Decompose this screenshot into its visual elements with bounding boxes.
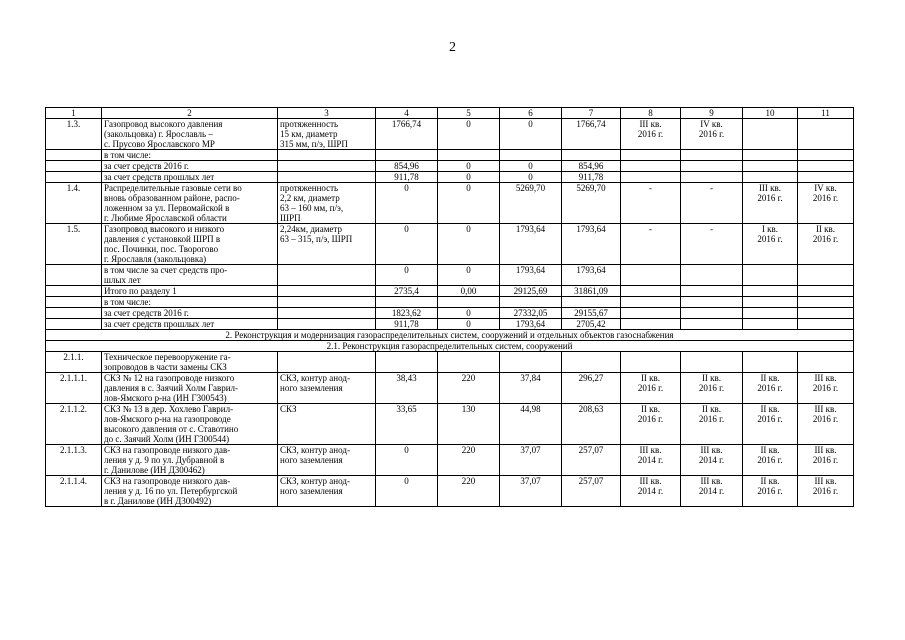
table-cell: 0 [438, 172, 500, 183]
header-cell: 1 [46, 108, 102, 119]
table-cell: 1.5. [46, 224, 102, 265]
table-cell [681, 150, 743, 161]
header-cell: 10 [743, 108, 798, 119]
table-cell: 2.1.1.2. [46, 404, 102, 445]
table-cell: 44,98 [500, 404, 562, 445]
table-cell: III кв. 2014 г. [621, 476, 681, 507]
table-cell: за счет средств 2016 г. [102, 308, 278, 319]
table-cell: 29155,67 [562, 308, 621, 319]
table-cell: 5269,70 [500, 183, 562, 224]
table-cell: СКЗ, контур анод- ного заземления [278, 476, 376, 507]
table-cell [438, 150, 500, 161]
table-cell: - [621, 224, 681, 265]
table-cell [46, 319, 102, 330]
table-cell: II кв. 2016 г. [681, 404, 743, 445]
table-row [46, 183, 854, 224]
table-cell [798, 308, 854, 319]
table-cell [621, 172, 681, 183]
table-cell: II кв. 2016 г. [743, 373, 798, 404]
table-cell: 1793,64 [500, 319, 562, 330]
table-cell [621, 265, 681, 286]
table-cell [621, 352, 681, 373]
table-cell [438, 297, 500, 308]
table-row [46, 404, 854, 445]
table-row [46, 265, 854, 286]
table-cell [681, 319, 743, 330]
table-cell: - [681, 224, 743, 265]
table-cell [681, 172, 743, 183]
table-cell [743, 119, 798, 150]
table-cell: 220 [438, 476, 500, 507]
table-cell: 37,84 [500, 373, 562, 404]
table-cell: 0 [376, 445, 438, 476]
table-cell: СКЗ, контур анод- ного заземления [278, 445, 376, 476]
table-cell: 0 [438, 308, 500, 319]
table-cell [743, 319, 798, 330]
table-cell [278, 150, 376, 161]
table-cell [798, 172, 854, 183]
table-cell [798, 119, 854, 150]
table-cell [438, 352, 500, 373]
table-cell: 0 [438, 224, 500, 265]
table-cell: СКЗ № 13 в дер. Хохлево Гаврил- лов-Ямского р-на на газопроводе высокого давления от с. Ставотино до с. Заячий Холм (ИН Г300544) [102, 404, 278, 445]
section-title: 2.1. Реконструкция газораспределительных систем, сооружений [46, 341, 854, 352]
table-cell: 854,96 [562, 161, 621, 172]
table-cell: 0 [438, 319, 500, 330]
table-cell: III кв. 2016 г. [798, 445, 854, 476]
table-cell: - [621, 183, 681, 224]
table-cell: за счет средств прошлых лет [102, 319, 278, 330]
table-cell [621, 286, 681, 297]
table-cell: Газопровод высокого и низкого давления с установкой ШРП в пос. Починки, пос. Творогово г. Ярославля (закольцовка) [102, 224, 278, 265]
table-cell: 854,96 [376, 161, 438, 172]
table-row [46, 224, 854, 265]
table-cell [376, 297, 438, 308]
table-cell: III кв. 2014 г. [621, 445, 681, 476]
table-cell: III кв. 2014 г. [681, 445, 743, 476]
table-cell: 911,78 [562, 172, 621, 183]
table-cell: СКЗ № 12 на газопроводе низкого давления в с. Заячий Холм Гаврил- лов-Ямского р-на (ИН Г300543) [102, 373, 278, 404]
table-cell: 2705,42 [562, 319, 621, 330]
table-cell: 220 [438, 373, 500, 404]
table-cell: 2735,4 [376, 286, 438, 297]
table-cell: в том числе за счет средств про- шлых лет [102, 265, 278, 286]
table-row [46, 172, 854, 183]
section-row [46, 330, 854, 341]
page-number: 2 [449, 40, 456, 55]
table-cell [562, 352, 621, 373]
table-cell: 5269,70 [562, 183, 621, 224]
table-cell [743, 286, 798, 297]
header-row [46, 108, 854, 119]
table-row [46, 308, 854, 319]
table-body [46, 108, 854, 507]
table-row [46, 119, 854, 150]
table-cell: 1.4. [46, 183, 102, 224]
table-cell: 37,07 [500, 445, 562, 476]
header-cell: 5 [438, 108, 500, 119]
table-cell: 220 [438, 445, 500, 476]
table-cell: Техническое перевооружение га- зопроводов в части замены СКЗ [102, 352, 278, 373]
table-cell: 911,78 [376, 172, 438, 183]
table-cell: - [681, 183, 743, 224]
table-cell: 1793,64 [562, 224, 621, 265]
table-cell [500, 150, 562, 161]
table-cell: 1823,62 [376, 308, 438, 319]
table-cell: 0 [376, 476, 438, 507]
estimate-table [45, 107, 854, 507]
table-cell [278, 319, 376, 330]
table-cell [46, 265, 102, 286]
table-cell: 29125,69 [500, 286, 562, 297]
table-cell [500, 352, 562, 373]
table-row [46, 476, 854, 507]
table-cell [743, 297, 798, 308]
table-cell: II кв. 2016 г. [798, 224, 854, 265]
table-cell [681, 286, 743, 297]
table-cell [46, 172, 102, 183]
table-cell: 0 [376, 183, 438, 224]
table-cell: протяженность 15 км, диаметр 315 мм, п/э, ШРП [278, 119, 376, 150]
table-cell: 2.1.1.3. [46, 445, 102, 476]
table-cell: IV кв. 2016 г. [798, 183, 854, 224]
table-cell [376, 352, 438, 373]
table-cell [278, 265, 376, 286]
table-row [46, 297, 854, 308]
table-cell [278, 286, 376, 297]
table-cell: 38,43 [376, 373, 438, 404]
table-cell: Газопровод высокого давления (закольцовка) г. Ярославль – с. Прусово Ярославского МР [102, 119, 278, 150]
table-cell: СКЗ на газопроводе низкого дав- ления у д. 16 по ул. Петербургской в г. Данилове (ИН Д300492) [102, 476, 278, 507]
table-cell [46, 297, 102, 308]
table-cell [681, 297, 743, 308]
section-row [46, 341, 854, 352]
table-cell [562, 150, 621, 161]
table-cell: 0 [438, 119, 500, 150]
table-cell: 0 [376, 224, 438, 265]
table-cell: 1793,64 [500, 224, 562, 265]
table-cell: СКЗ [278, 404, 376, 445]
table-cell: за счет средств 2016 г. [102, 161, 278, 172]
table-cell [621, 150, 681, 161]
table-cell: 208,63 [562, 404, 621, 445]
table-cell: 1793,64 [500, 265, 562, 286]
table-cell [621, 319, 681, 330]
table-cell: Итого по разделу 1 [102, 286, 278, 297]
table-cell: III кв. 2016 г. [621, 119, 681, 150]
table-cell: IV кв. 2016 г. [681, 119, 743, 150]
section-title: 2. Реконструкция и модернизация газораспределительных систем, сооружений и отдельных объектов газоснабжения [46, 330, 854, 341]
table-cell: III кв. 2016 г. [798, 476, 854, 507]
table-row [46, 286, 854, 297]
table-cell [278, 161, 376, 172]
header-cell: 2 [102, 108, 278, 119]
table-cell: 37,07 [500, 476, 562, 507]
table-cell [798, 161, 854, 172]
table-cell: II кв. 2016 г. [621, 404, 681, 445]
header-cell: 11 [798, 108, 854, 119]
table-cell [743, 150, 798, 161]
table-cell: III кв. 2016 г. [743, 183, 798, 224]
table-cell: 2.1.1.1. [46, 373, 102, 404]
table-cell [798, 286, 854, 297]
table-cell: 1766,74 [562, 119, 621, 150]
table-cell [46, 286, 102, 297]
table-cell: II кв. 2016 г. [621, 373, 681, 404]
table-cell: III кв. 2014 г. [681, 476, 743, 507]
table-cell [681, 308, 743, 319]
table-cell [562, 297, 621, 308]
table-cell: III кв. 2016 г. [798, 373, 854, 404]
table-cell: 33,65 [376, 404, 438, 445]
table-cell: 27332,05 [500, 308, 562, 319]
table-cell: 130 [438, 404, 500, 445]
table-cell: 0 [376, 265, 438, 286]
table-cell: 0 [438, 161, 500, 172]
table-cell [621, 308, 681, 319]
table-cell [46, 308, 102, 319]
table-cell [621, 297, 681, 308]
table-cell [376, 150, 438, 161]
table-cell: 911,78 [376, 319, 438, 330]
table-cell [500, 297, 562, 308]
table-cell [798, 352, 854, 373]
table-cell: 1.3. [46, 119, 102, 150]
header-cell: 8 [621, 108, 681, 119]
table-row [46, 445, 854, 476]
table-cell: за счет средств прошлых лет [102, 172, 278, 183]
table-cell: в том числе: [102, 297, 278, 308]
table-cell [621, 161, 681, 172]
header-cell: 4 [376, 108, 438, 119]
table-cell: II кв. 2016 г. [743, 404, 798, 445]
table-cell: 2.1.1.4. [46, 476, 102, 507]
table-cell: 0 [438, 265, 500, 286]
table-cell: 0 [438, 183, 500, 224]
table-cell: 296,27 [562, 373, 621, 404]
table-cell: 1766,74 [376, 119, 438, 150]
table-cell [681, 352, 743, 373]
table-cell [46, 150, 102, 161]
table-cell: III кв. 2016 г. [798, 404, 854, 445]
table-cell: СКЗ, контур анод- ного заземления [278, 373, 376, 404]
table-cell: I кв. 2016 г. [743, 224, 798, 265]
header-cell: 7 [562, 108, 621, 119]
table-cell [798, 265, 854, 286]
table-cell: 31861,09 [562, 286, 621, 297]
table-cell [798, 297, 854, 308]
table-cell: II кв. 2016 г. [681, 373, 743, 404]
header-cell: 3 [278, 108, 376, 119]
table-cell: 257,07 [562, 445, 621, 476]
table-cell: II кв. 2016 г. [743, 445, 798, 476]
table-cell [681, 265, 743, 286]
table-cell: Распределительные газовые сети во вновь образованном районе, распо- ложенном за ул. Первомайской в г. Любиме Ярославской области [102, 183, 278, 224]
table-cell: 2.1.1. [46, 352, 102, 373]
table-cell: СКЗ на газопроводе низкого дав- ления у д. 9 по ул. Дубравной в г. Данилове (ИН Д300462) [102, 445, 278, 476]
table-cell [798, 150, 854, 161]
table-cell: 0 [500, 161, 562, 172]
header-cell: 9 [681, 108, 743, 119]
table-cell [743, 265, 798, 286]
header-cell: 6 [500, 108, 562, 119]
table-cell [278, 297, 376, 308]
table-cell [278, 352, 376, 373]
table-cell [743, 172, 798, 183]
table-cell: 257,07 [562, 476, 621, 507]
table-row [46, 373, 854, 404]
table-cell: 2,24км, диаметр 63 – 315, п/э, ШРП [278, 224, 376, 265]
table-row [46, 319, 854, 330]
table-cell: 0 [500, 172, 562, 183]
table-cell: протяженность 2,2 км, диаметр 63 – 160 мм, п/э, ШРП [278, 183, 376, 224]
table-row [46, 150, 854, 161]
table-cell [46, 161, 102, 172]
table-cell [743, 308, 798, 319]
table-cell: 0,00 [438, 286, 500, 297]
table-cell: 1793,64 [562, 265, 621, 286]
table-cell: II кв. 2016 г. [743, 476, 798, 507]
table-cell [278, 172, 376, 183]
table-row [46, 352, 854, 373]
table-cell [743, 352, 798, 373]
table-cell [743, 161, 798, 172]
table-cell [681, 161, 743, 172]
table-cell [798, 319, 854, 330]
table-row [46, 161, 854, 172]
table-cell: в том числе: [102, 150, 278, 161]
table-cell: 0 [500, 119, 562, 150]
table-cell [278, 308, 376, 319]
